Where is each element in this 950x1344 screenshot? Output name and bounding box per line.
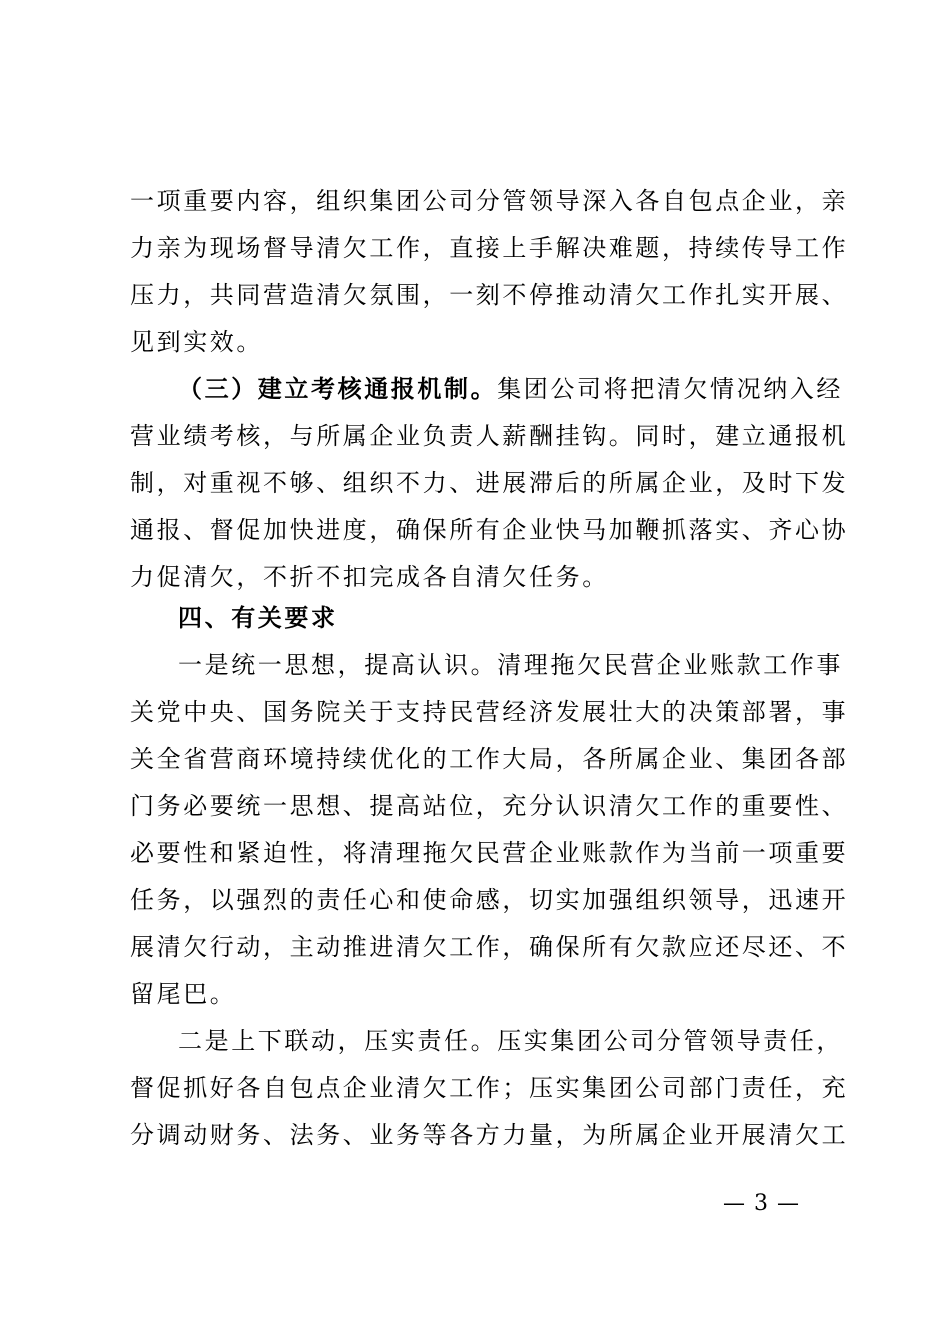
paragraph-line: 压力，共同营造清欠氛围，一刻不停推动清欠工作扎实开展、 [130,281,849,309]
paragraph-text: 集团公司将把清欠情况纳入经 [497,375,844,403]
paragraph-line: 任务，以强烈的责任心和使命感，切实加强组织领导，迅速开 [130,886,849,914]
paragraph-line: 门务必要统一思想、提高站位，充分认识清欠工作的重要性、 [130,792,849,820]
paragraph-line: 留尾巴。 [130,980,237,1008]
subsection-heading: （三）建立考核通报机制。 [178,374,498,403]
page-number: — 3 — [723,1191,800,1216]
paragraph-line: 一项重要内容，组织集团公司分管领导深入各自包点企业，亲 [130,187,849,215]
paragraph-line: 力促清欠，不折不扣完成各自清欠任务。 [130,563,609,591]
paragraph-first-line [178,374,844,404]
section-heading: 四、有关要求 [178,603,338,632]
paragraph-line: 制，对重视不够、组织不力、进展滞后的所属企业，及时下发 [130,469,849,497]
paragraph-line: 督促抓好各自包点企业清欠工作；压实集团公司部门责任，充 [130,1074,849,1102]
paragraph-line: 分调动财务、法务、业务等各方力量，为所属企业开展清欠工 [130,1121,849,1149]
paragraph-line: 见到实效。 [130,328,263,356]
paragraph-line: 通报、督促加快进度，确保所有企业快马加鞭抓落实、齐心协 [130,516,849,544]
paragraph-line: 关全省营商环境持续优化的工作大局，各所属企业、集团各部 [130,745,849,773]
paragraph-line: 营业绩考核，与所属企业负责人薪酬挂钩。同时，建立通报机 [130,422,849,450]
paragraph-line: 关党中央、国务院关于支持民营经济发展壮大的决策部署，事 [130,698,849,726]
paragraph-line: 必要性和紧迫性，将清理拖欠民营企业账款作为当前一项重要 [130,839,849,867]
paragraph-first-line: 一是统一思想，提高认识。清理拖欠民营企业账款工作事 [178,651,843,679]
paragraph-first-line: 二是上下联动，压实责任。压实集团公司分管领导责任， [178,1027,843,1055]
paragraph-line: 展清欠行动，主动推进清欠工作，确保所有欠款应还尽还、不 [130,933,849,961]
paragraph-line: 力亲为现场督导清欠工作，直接上手解决难题，持续传导工作 [130,234,849,262]
